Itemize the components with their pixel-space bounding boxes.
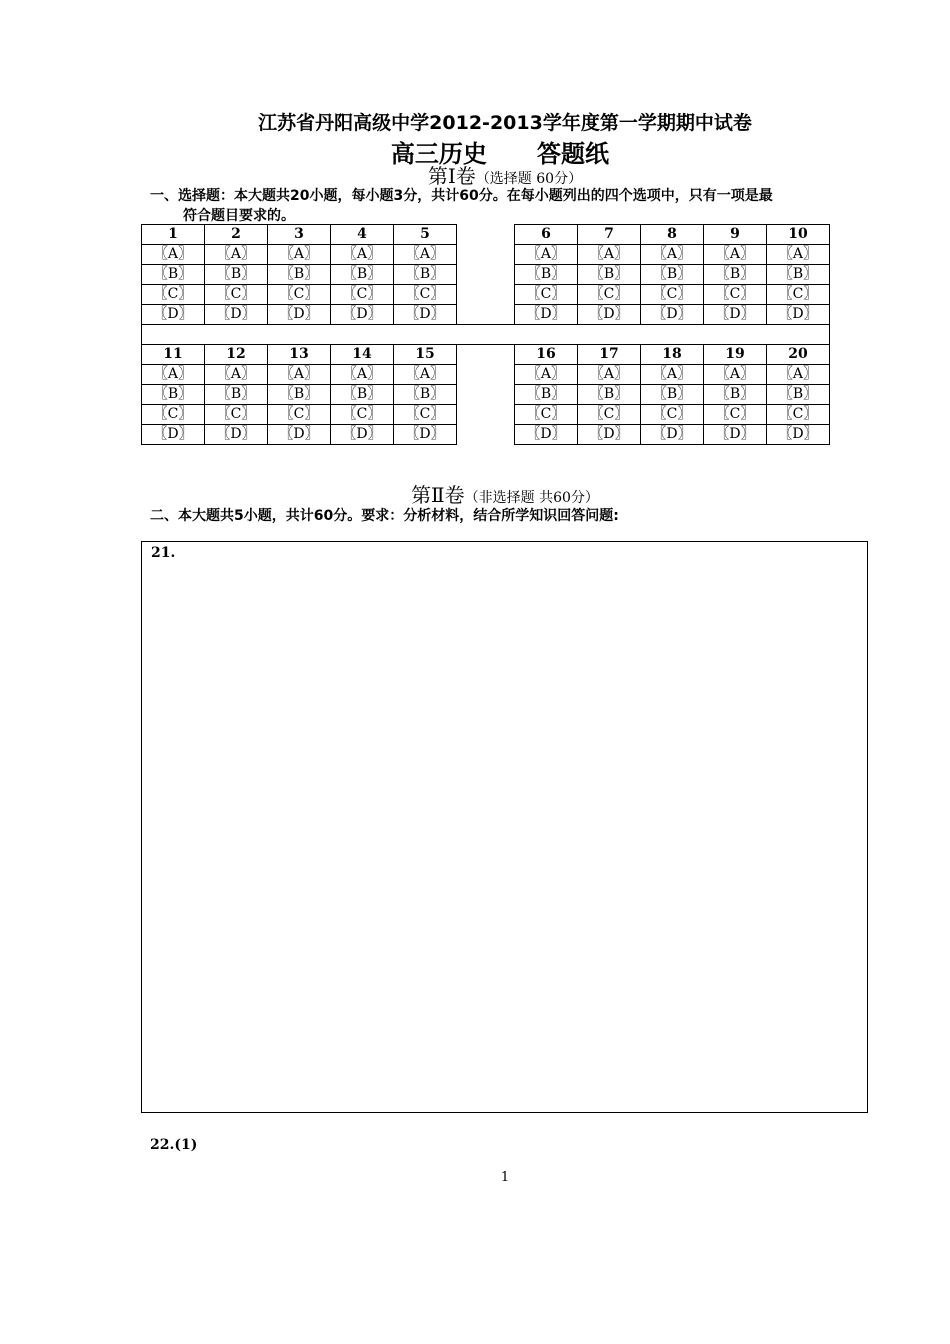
answer-option[interactable]: 〖D〗 (578, 305, 641, 325)
question-number: 6 (515, 225, 578, 245)
question-22-label: 22.(1) (150, 1137, 198, 1153)
answer-option[interactable]: 〖C〗 (704, 405, 767, 425)
question-number: 17 (578, 345, 641, 365)
section2-note: （非选择题 共60分） (464, 490, 599, 506)
answer-option[interactable]: 〖C〗 (142, 405, 205, 425)
answer-option[interactable]: 〖A〗 (704, 365, 767, 385)
answer-option[interactable]: 〖C〗 (641, 285, 704, 305)
answer-option[interactable]: 〖A〗 (578, 365, 641, 385)
answer-box-21[interactable] (141, 541, 868, 1113)
answer-option[interactable]: 〖D〗 (704, 305, 767, 325)
section2-heading (0, 479, 950, 508)
answer-option[interactable]: 〖B〗 (331, 385, 394, 405)
answer-option[interactable]: 〖A〗 (641, 365, 704, 385)
answer-option[interactable]: 〖A〗 (641, 245, 704, 265)
exam-title: 江苏省丹阳高级中学2012-2013学年度第一学期期中试卷 (258, 112, 752, 134)
answer-option[interactable]: 〖A〗 (704, 245, 767, 265)
answer-option[interactable]: 〖B〗 (767, 385, 830, 405)
question-number: 8 (641, 225, 704, 245)
answer-option[interactable]: 〖D〗 (142, 305, 205, 325)
grid-separator-row (142, 325, 830, 345)
answer-option[interactable]: 〖A〗 (578, 245, 641, 265)
answer-option[interactable]: 〖D〗 (515, 305, 578, 325)
answer-option[interactable]: 〖B〗 (704, 265, 767, 285)
question-number: 3 (268, 225, 331, 245)
answer-option[interactable]: 〖A〗 (331, 365, 394, 385)
answer-option[interactable]: 〖C〗 (578, 285, 641, 305)
question-number: 15 (394, 345, 457, 365)
question-21-label: 21. (151, 545, 176, 561)
grid-gap (457, 225, 515, 325)
answer-option[interactable]: 〖D〗 (205, 425, 268, 445)
answer-option[interactable]: 〖B〗 (641, 265, 704, 285)
answer-option[interactable]: 〖D〗 (331, 305, 394, 325)
answer-option[interactable]: 〖B〗 (205, 265, 268, 285)
question-number: 19 (704, 345, 767, 365)
question-number: 16 (515, 345, 578, 365)
answer-option[interactable]: 〖A〗 (515, 365, 578, 385)
answer-option[interactable]: 〖D〗 (205, 305, 268, 325)
answer-option[interactable]: 〖C〗 (641, 405, 704, 425)
answer-grid (141, 224, 830, 445)
section1-note: （选择题 60分） (475, 171, 583, 187)
grid-header-row (142, 225, 830, 245)
answer-option[interactable]: 〖C〗 (767, 285, 830, 305)
answer-option[interactable]: 〖D〗 (641, 305, 704, 325)
answer-option[interactable]: 〖A〗 (268, 365, 331, 385)
question-number: 13 (268, 345, 331, 365)
question-number: 7 (578, 225, 641, 245)
answer-option[interactable]: 〖D〗 (268, 305, 331, 325)
answer-option[interactable]: 〖C〗 (394, 405, 457, 425)
answer-option[interactable]: 〖B〗 (767, 265, 830, 285)
grid-gap (457, 345, 515, 445)
answer-option[interactable]: 〖C〗 (142, 285, 205, 305)
answer-option[interactable]: 〖A〗 (205, 245, 268, 265)
answer-option[interactable]: 〖B〗 (515, 265, 578, 285)
answer-option[interactable]: 〖A〗 (767, 245, 830, 265)
answer-option[interactable]: 〖A〗 (515, 245, 578, 265)
answer-option[interactable]: 〖B〗 (578, 385, 641, 405)
answer-option[interactable]: 〖D〗 (394, 425, 457, 445)
question-number: 12 (205, 345, 268, 365)
answer-option[interactable]: 〖C〗 (515, 285, 578, 305)
answer-option[interactable]: 〖D〗 (704, 425, 767, 445)
answer-option[interactable]: 〖A〗 (767, 365, 830, 385)
instruction-line2: 符合题目要求的。 (183, 208, 295, 224)
answer-option[interactable]: 〖B〗 (578, 265, 641, 285)
page-number: 1 (500, 1170, 510, 1185)
answer-option[interactable]: 〖B〗 (268, 265, 331, 285)
question-number: 5 (394, 225, 457, 245)
question-number: 14 (331, 345, 394, 365)
answer-option[interactable]: 〖C〗 (268, 405, 331, 425)
section2-instruction: 二、本大题共5小题，共计60分。要求：分析材料，结合所学知识回答问题: (150, 508, 619, 524)
answer-option[interactable]: 〖B〗 (268, 385, 331, 405)
answer-option[interactable]: 〖D〗 (268, 425, 331, 445)
answer-option[interactable]: 〖C〗 (331, 405, 394, 425)
answer-option[interactable]: 〖C〗 (205, 285, 268, 305)
instruction-line1: 一、选择题：本大题共20小题，每小题3分，共计60分。在每小题列出的四个选项中，只有一项是最 (150, 188, 773, 204)
question-number: 20 (767, 345, 830, 365)
answer-option[interactable]: 〖C〗 (394, 285, 457, 305)
answer-option[interactable]: 〖A〗 (142, 245, 205, 265)
answer-option[interactable]: 〖A〗 (394, 365, 457, 385)
answer-option[interactable]: 〖C〗 (578, 405, 641, 425)
answer-option[interactable]: 〖B〗 (704, 385, 767, 405)
answer-option[interactable]: 〖B〗 (641, 385, 704, 405)
question-number: 2 (205, 225, 268, 245)
answer-option[interactable]: 〖C〗 (767, 405, 830, 425)
section2-name: 第Ⅱ卷 (411, 483, 465, 507)
answer-option[interactable]: 〖C〗 (268, 285, 331, 305)
section1-name: 第Ⅰ卷 (427, 164, 476, 188)
answer-option[interactable]: 〖B〗 (515, 385, 578, 405)
question-number: 18 (641, 345, 704, 365)
answer-option[interactable]: 〖B〗 (142, 265, 205, 285)
answer-option[interactable]: 〖D〗 (142, 425, 205, 445)
question-number: 11 (142, 345, 205, 365)
answer-option[interactable]: 〖C〗 (331, 285, 394, 305)
answer-option[interactable]: 〖C〗 (205, 405, 268, 425)
answer-sheet-title: 高三历史 答题纸 (390, 140, 610, 168)
answer-option[interactable]: 〖A〗 (205, 365, 268, 385)
answer-option[interactable]: 〖C〗 (515, 405, 578, 425)
answer-option[interactable]: 〖C〗 (704, 285, 767, 305)
answer-option[interactable]: 〖A〗 (394, 245, 457, 265)
question-number: 4 (331, 225, 394, 245)
question-number: 9 (704, 225, 767, 245)
question-number: 10 (767, 225, 830, 245)
answer-option[interactable]: 〖A〗 (142, 365, 205, 385)
section1-heading (0, 160, 950, 189)
answer-option[interactable]: 〖D〗 (767, 305, 830, 325)
answer-option[interactable]: 〖D〗 (394, 305, 457, 325)
answer-option[interactable]: 〖A〗 (268, 245, 331, 265)
answer-option[interactable]: 〖B〗 (394, 265, 457, 285)
answer-option[interactable]: 〖D〗 (767, 425, 830, 445)
answer-option[interactable]: 〖B〗 (205, 385, 268, 405)
answer-option[interactable]: 〖D〗 (641, 425, 704, 445)
answer-option[interactable]: 〖A〗 (331, 245, 394, 265)
question-number: 1 (142, 225, 205, 245)
answer-option[interactable]: 〖B〗 (394, 385, 457, 405)
answer-option[interactable]: 〖B〗 (142, 385, 205, 405)
answer-option[interactable]: 〖D〗 (331, 425, 394, 445)
answer-option[interactable]: 〖B〗 (331, 265, 394, 285)
answer-option[interactable]: 〖D〗 (515, 425, 578, 445)
grid-header-row (142, 345, 830, 365)
section1-instruction (150, 186, 870, 226)
answer-option[interactable]: 〖D〗 (578, 425, 641, 445)
